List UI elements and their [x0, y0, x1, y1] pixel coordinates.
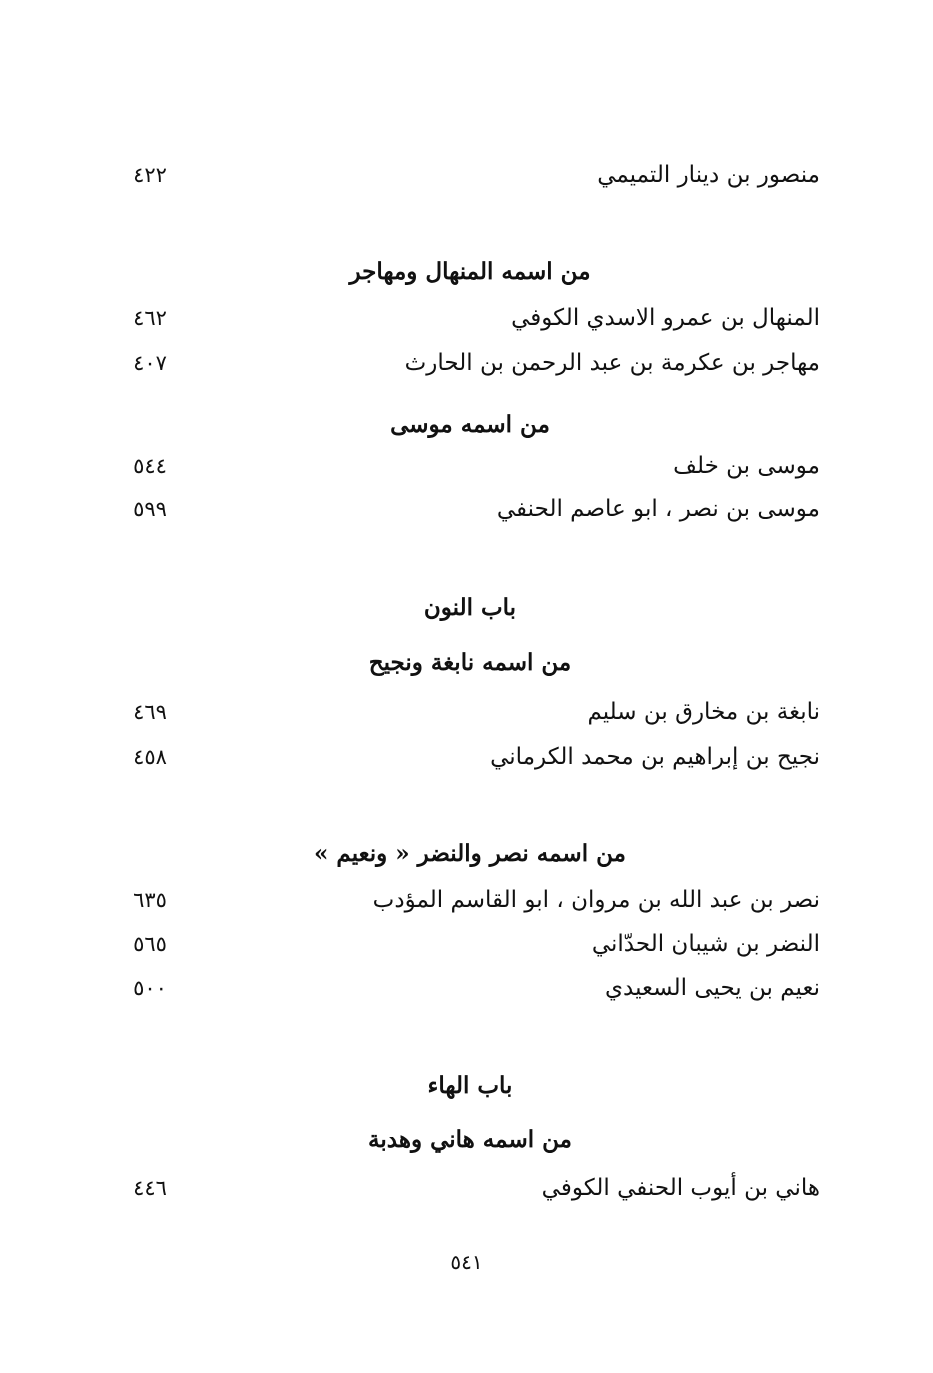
index-entry	[120, 737, 820, 777]
index-entry	[120, 1168, 820, 1208]
entry-page-number: ٥٩٩	[133, 497, 167, 521]
entry-name: هاني بن أيوب الحنفي الكوفي	[541, 1175, 820, 1201]
index-entry	[120, 489, 820, 529]
entry-page-number: ٥٦٥	[133, 932, 167, 956]
entry-page-number: ٤٤٦	[133, 1176, 167, 1200]
chapter-heading: باب النون	[423, 594, 517, 621]
index-entry	[120, 298, 820, 338]
entry-name: موسى بن خلف	[673, 453, 820, 479]
entry-page-number: ٤٥٨	[133, 745, 167, 769]
index-entry	[120, 343, 820, 383]
page-number: ٥٤١	[450, 1250, 483, 1274]
section-heading: من اسمه المنهال ومهاجر	[349, 258, 591, 285]
entry-name: النضر بن شيبان الحدّاني	[591, 931, 820, 957]
entry-name: مهاجر بن عكرمة بن عبد الرحمن بن الحارث	[404, 350, 820, 376]
index-entry	[120, 880, 820, 920]
entry-page-number: ٤٠٧	[133, 351, 167, 375]
entry-page-number: ٤٦٩	[133, 700, 167, 724]
entry-page-number: ٥٤٤	[133, 454, 167, 478]
section-heading: من اسمه هاني وهدبة	[368, 1126, 572, 1153]
entry-name: منصور بن دينار التميمي	[597, 162, 820, 188]
section-heading: من اسمه موسى	[390, 411, 550, 438]
entry-page-number: ٤٦٢	[133, 306, 167, 330]
index-entry	[120, 968, 820, 1008]
entry-name: نعيم بن يحيى السعيدي	[605, 975, 820, 1001]
index-entry	[120, 155, 820, 195]
entry-name: نابغة بن مخارق بن سليم	[587, 699, 820, 725]
section-heading: من اسمه نصر والنضر « ونعيم »	[314, 840, 626, 867]
index-entry	[120, 446, 820, 486]
entry-page-number: ٥٠٠	[133, 976, 167, 1000]
section-heading: من اسمه نابغة ونجيح	[368, 649, 572, 676]
entry-name: نصر بن عبد الله بن مروان ، ابو القاسم المؤدب	[372, 887, 820, 913]
entry-page-number: ٤٢٢	[133, 163, 167, 187]
chapter-heading: باب الهاء	[427, 1072, 513, 1099]
entry-name: نجيح بن إبراهيم بن محمد الكرماني	[490, 744, 820, 770]
entry-name: موسى بن نصر ، ابو عاصم الحنفي	[496, 496, 820, 522]
entry-name: المنهال بن عمرو الاسدي الكوفي	[511, 305, 820, 331]
index-entry	[120, 692, 820, 732]
entry-page-number: ٦٣٥	[133, 888, 167, 912]
index-entry	[120, 924, 820, 964]
